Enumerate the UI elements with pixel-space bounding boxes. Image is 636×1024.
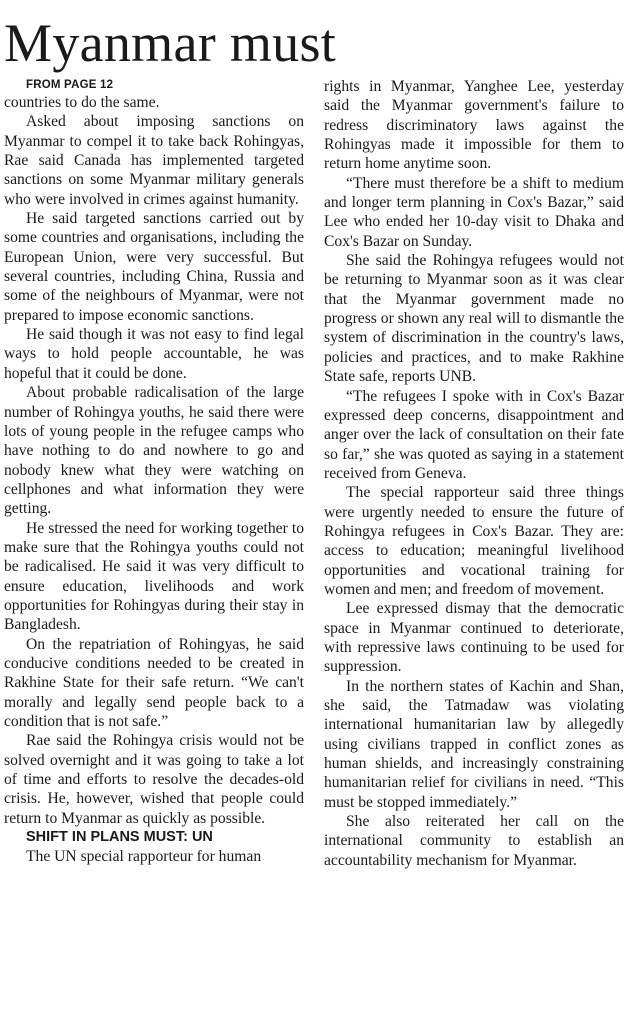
paragraph: The UN special rapporteur for human <box>26 848 262 866</box>
paragraph: The special rapporteur said three things were urgently needed to ensure the future of Rohingya refugees in Cox's Bazar. They are: access to education; meaningful livelihood opportunities and vocational training for women and men; and freedom of movement. <box>324 484 624 598</box>
paragraph: He said though it was not easy to find legal ways to hold people accountable, he was hopeful that it could be done. <box>4 326 304 382</box>
subheading: SHIFT IN PLANS MUST: UN <box>26 829 213 846</box>
paragraph: Asked about imposing sanctions on Myanmar to compel it to take back Rohingyas, Rae said Canada has implemented targeted sanctions on some Myanmar military generals who were involved in crimes against humanity. <box>4 113 304 208</box>
article-column-left <box>4 77 304 867</box>
headline: Myanmar must <box>4 13 337 73</box>
paragraph: She also reiterated her call on the international community to establish an accountability mechanism for Myanmar. <box>324 813 624 869</box>
paragraph: “The refugees I spoke with in Cox's Bazar expressed deep concerns, disappointment and anger over the lack of consultation on their fate so far,” she was quoted as saying in a statement received from Geneva. <box>324 387 624 482</box>
paragraph: She said the Rohingya refugees would not be returning to Myanmar soon as it was clear that the Myanmar government made no progress or shown any real will to dismantle the system of discrimination in the country's laws, policies and practices, and to make Rakhine State safe, reports UNB. <box>324 252 624 386</box>
paragraph: Rae said the Rohingya crisis would not be solved overnight and it was going to take a lot of time and efforts to resolve the decades-old crisis. He, however, wished that people could return to Myanmar as quickly as possible. <box>4 732 304 827</box>
paragraph: In the northern states of Kachin and Shan, she said, the Tatmadaw was violating international humanitarian law by allegedly using civilians trapped in conflict zones as human shields, and increasingly constraining humanitarian relief for civilians in need. “This must be stopped immediately.” <box>324 677 624 811</box>
article-column-right <box>324 77 624 870</box>
paragraph: On the repatriation of Rohingyas, he said conducive conditions needed to be created in Rakhine State for their safe return. “We can't morally and legally send people back to a condition that is not safe.” <box>4 635 304 730</box>
paragraph: He said targeted sanctions carried out by some countries and organisations, including the European Union, were very successful. But several countries, including China, Russia and some of the neighbours of Myanmar, were not prepared to impose economic sanctions. <box>4 210 304 324</box>
paragraph: countries to do the same. <box>4 94 160 111</box>
paragraph: “There must therefore be a shift to medium and longer term planning in Cox's Bazar,” said Lee who ended her 10-day visit to Dhaka and Cox's Bazar on Sunday. <box>324 174 624 250</box>
jump-line: FROM PAGE 12 <box>26 79 114 91</box>
paragraph: About probable radicalisation of the large number of Rohingya youths, he said there were lots of young people in the refugee camps who have nothing to do and nowhere to go and nobody knew what they were watching on cellphones and what information they were getting. <box>4 384 304 518</box>
paragraph: rights in Myanmar, Yanghee Lee, yesterday said the Myanmar government's failure to redress discriminatory laws against the Rohingyas made it impossible for them to return home anytime soon. <box>324 78 624 173</box>
paragraph: Lee expressed dismay that the democratic space in Myanmar continued to deteriorate, with repressive laws continuing to be used for suppression. <box>324 600 624 676</box>
paragraph: He stressed the need for working together to make sure that the Rohingya youths could not be radicalised. He said it was very difficult to ensure education, livelihoods and work opportunities for Rohingyas during their stay in Bangladesh. <box>4 519 304 634</box>
